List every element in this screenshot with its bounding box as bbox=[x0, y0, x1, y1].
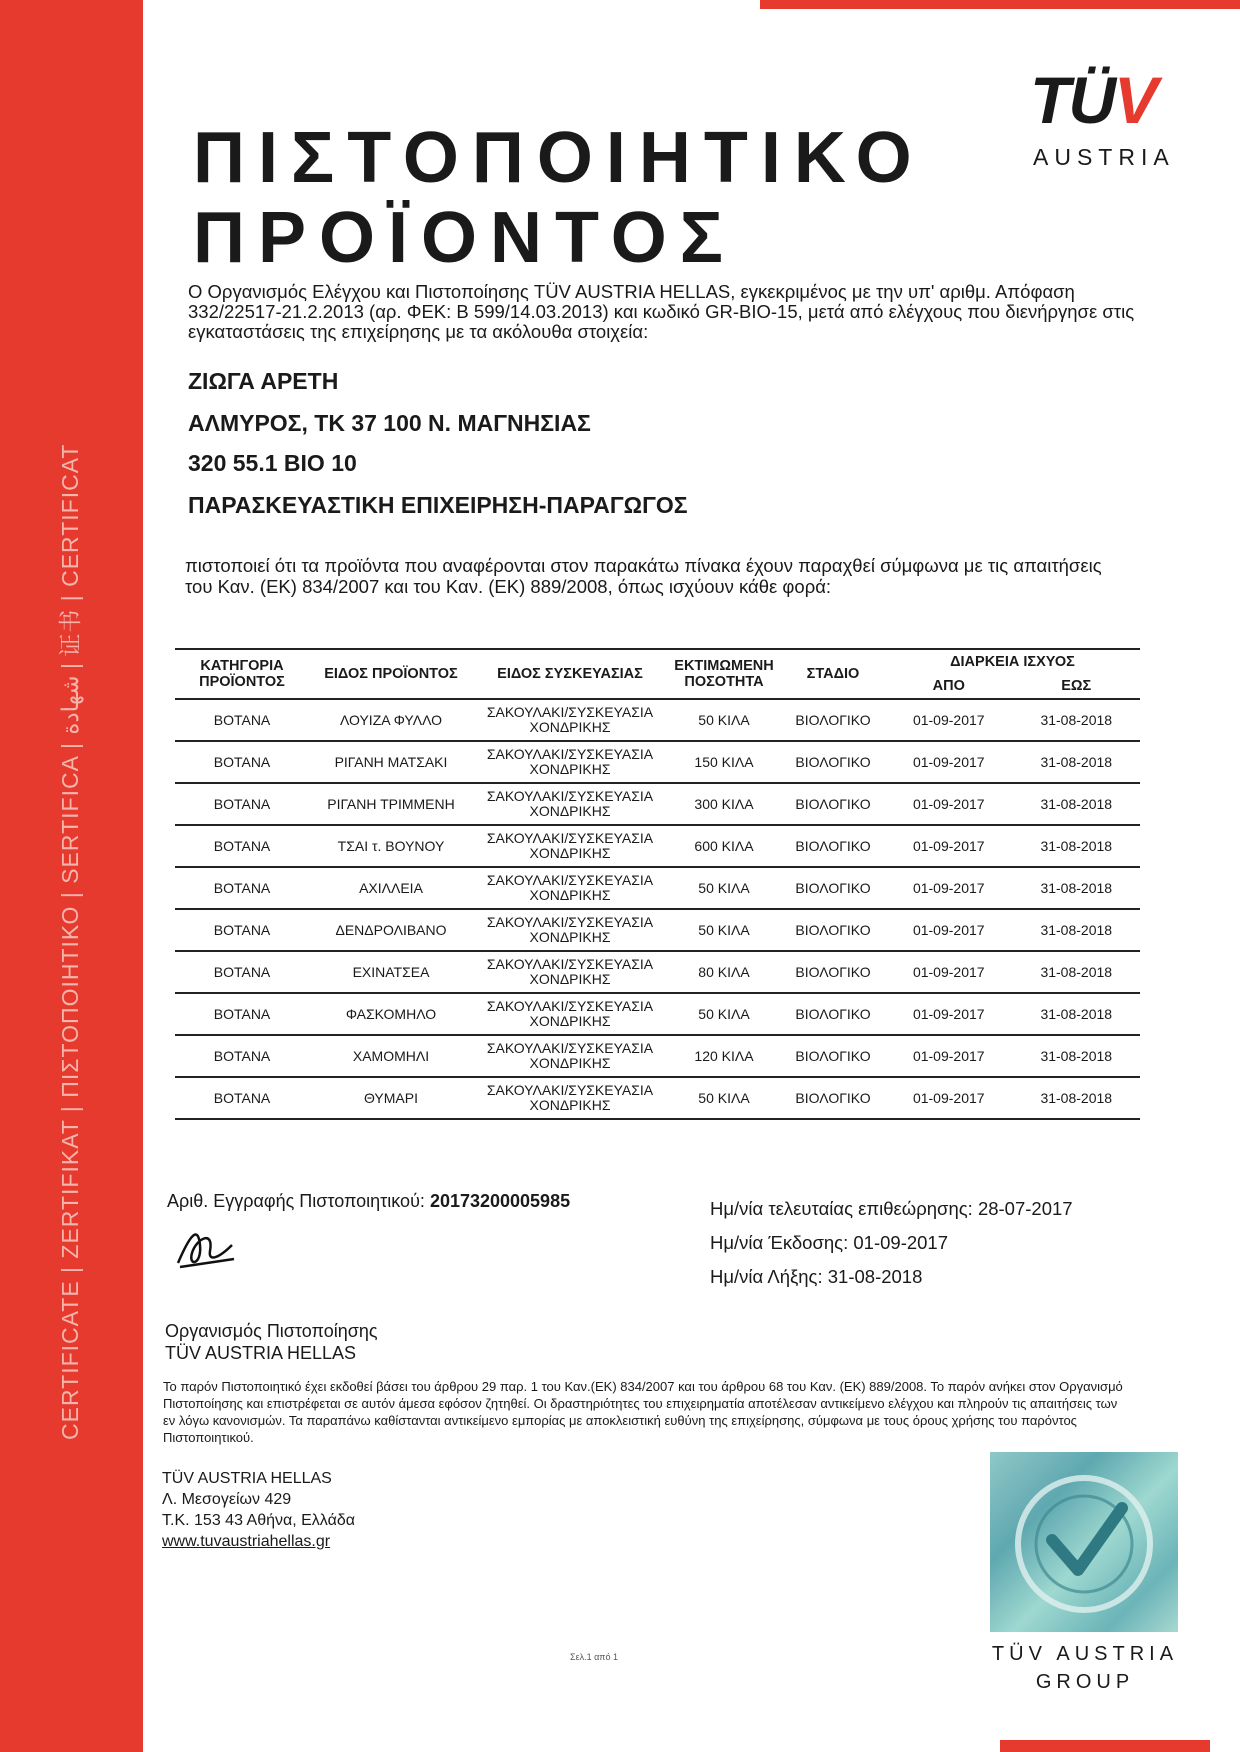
cell-to: 31-08-2018 bbox=[1013, 909, 1141, 951]
cell-stage: ΒΙΟΛΟΓΙΚΟ bbox=[781, 741, 885, 783]
header-product: ΕΙΔΟΣ ΠΡΟΪΟΝΤΟΣ bbox=[309, 649, 473, 699]
cell-stage: ΒΙΟΛΟΓΙΚΟ bbox=[781, 1077, 885, 1119]
cell-to: 31-08-2018 bbox=[1013, 1035, 1141, 1077]
company-name: ΖΙΩΓΑ ΑΡΕΤΗ bbox=[188, 368, 339, 394]
cell-packaging: ΣΑΚΟΥΛΑΚΙ/ΣΥΣΚΕΥΑΣΙΑ ΧΟΝΔΡΙΚΗΣ bbox=[473, 1035, 667, 1077]
cell-from: 01-09-2017 bbox=[885, 993, 1013, 1035]
header-stage: ΣΤΑΔΙΟ bbox=[781, 649, 885, 699]
cell-to: 31-08-2018 bbox=[1013, 867, 1141, 909]
cell-stage: ΒΙΟΛΟΓΙΚΟ bbox=[781, 783, 885, 825]
cell-category: ΒΟΤΑΝΑ bbox=[175, 783, 309, 825]
issue-date: Ημ/νία Έκδοσης: 01-09-2017 bbox=[710, 1232, 949, 1253]
cell-packaging: ΣΑΚΟΥΛΑΚΙ/ΣΥΣΚΕΥΑΣΙΑ ΧΟΝΔΡΙΚΗΣ bbox=[473, 783, 667, 825]
cell-quantity: 50 ΚΙΛΑ bbox=[667, 699, 781, 741]
title-line-1: ΠΙΣΤΟΠΟΙΗΤΙΚΟ bbox=[193, 118, 925, 198]
cell-quantity: 50 ΚΙΛΑ bbox=[667, 993, 781, 1035]
cell-quantity: 300 ΚΙΛΑ bbox=[667, 783, 781, 825]
cell-stage: ΒΙΟΛΟΓΙΚΟ bbox=[781, 909, 885, 951]
cell-packaging: ΣΑΚΟΥΛΑΚΙ/ΣΥΣΚΕΥΑΣΙΑ ΧΟΝΔΡΙΚΗΣ bbox=[473, 951, 667, 993]
header-category: ΚΑΤΗΓΟΡΙΑ ΠΡΟΪΟΝΤΟΣ bbox=[175, 649, 309, 699]
cell-quantity: 50 ΚΙΛΑ bbox=[667, 1077, 781, 1119]
cell-category: ΒΟΤΑΝΑ bbox=[175, 741, 309, 783]
registration-number: 20173200005985 bbox=[429, 1191, 571, 1211]
header-validity: ΔΙΑΡΚΕΙΑ ΙΣΧΥΟΣ bbox=[885, 649, 1140, 674]
signature-icon bbox=[170, 1215, 240, 1275]
cell-packaging: ΣΑΚΟΥΛΑΚΙ/ΣΥΣΚΕΥΑΣΙΑ ΧΟΝΔΡΙΚΗΣ bbox=[473, 909, 667, 951]
certifies-paragraph: πιστοποιεί ότι τα προϊόντα που αναφέρονται στον παρακάτω πίνακα έχουν παραχθεί σύμφωνα με τις απαιτήσεις του Καν. (ΕΚ) 834/2007 και του Καν. (ΕΚ) 889/2008, όπως ισχύουν κάθε φορά: bbox=[185, 555, 1102, 597]
group-line-2: GROUP bbox=[1035, 1671, 1135, 1693]
table-row bbox=[175, 909, 1140, 951]
cell-from: 01-09-2017 bbox=[885, 867, 1013, 909]
page-number: Σελ.1 από 1 bbox=[570, 1652, 619, 1662]
cell-from: 01-09-2017 bbox=[885, 909, 1013, 951]
cell-product: ΘΥΜΑΡΙ bbox=[309, 1077, 473, 1119]
cell-from: 01-09-2017 bbox=[885, 699, 1013, 741]
cell-product: ΛΟΥΙΖΑ ΦΥΛΛΟ bbox=[309, 699, 473, 741]
table-row bbox=[175, 741, 1140, 783]
company-address: ΑΛΜΥΡΟΣ, ΤΚ 37 100 Ν. ΜΑΓΝΗΣΙΑΣ bbox=[188, 410, 591, 436]
cell-stage: ΒΙΟΛΟΓΙΚΟ bbox=[781, 825, 885, 867]
cell-quantity: 600 ΚΙΛΑ bbox=[667, 825, 781, 867]
title-line-2: ΠΡΟΪΟΝΤΟΣ bbox=[193, 198, 736, 278]
cell-category: ΒΟΤΑΝΑ bbox=[175, 951, 309, 993]
cell-quantity: 50 ΚΙΛΑ bbox=[667, 867, 781, 909]
cell-to: 31-08-2018 bbox=[1013, 741, 1141, 783]
expiry-date: Ημ/νία Λήξης: 31-08-2018 bbox=[710, 1266, 923, 1287]
cell-product: ΦΑΣΚΟΜΗΛΟ bbox=[309, 993, 473, 1035]
address-name: TÜV AUSTRIA HELLAS bbox=[162, 1470, 332, 1487]
cell-category: ΒΟΤΑΝΑ bbox=[175, 699, 309, 741]
cell-quantity: 80 ΚΙΛΑ bbox=[667, 951, 781, 993]
cell-category: ΒΟΤΑΝΑ bbox=[175, 1035, 309, 1077]
header-from: ΑΠΟ bbox=[932, 678, 965, 694]
cell-from: 01-09-2017 bbox=[885, 825, 1013, 867]
cell-product: ΕΧΙΝΑΤΣΕΑ bbox=[309, 951, 473, 993]
company-code: 320 55.1 ΒΙΟ 10 bbox=[188, 450, 357, 476]
cell-product: ΡΙΓΑΝΗ ΤΡΙΜΜΕΝΗ bbox=[309, 783, 473, 825]
sidebar-certificate-text: CERTIFICATE | ZERTIFIKAT | ΠΙΣΤΟΠΟΙΗΤΙΚΟ | SERTIFICA | شهادة | 证书 | CERTIFICAT bbox=[57, 443, 83, 1440]
cell-packaging: ΣΑΚΟΥΛΑΚΙ/ΣΥΣΚΕΥΑΣΙΑ ΧΟΝΔΡΙΚΗΣ bbox=[473, 993, 667, 1035]
bottom-red-bar bbox=[1000, 1740, 1210, 1752]
tuv-logo bbox=[1030, 62, 1156, 138]
cell-stage: ΒΙΟΛΟΓΙΚΟ bbox=[781, 867, 885, 909]
cell-product: ΔΕΝΔΡΟΛΙΒΑΝΟ bbox=[309, 909, 473, 951]
cell-from: 01-09-2017 bbox=[885, 1077, 1013, 1119]
cell-packaging: ΣΑΚΟΥΛΑΚΙ/ΣΥΣΚΕΥΑΣΙΑ ΧΟΝΔΡΙΚΗΣ bbox=[473, 699, 667, 741]
registration-line bbox=[167, 1191, 570, 1212]
cell-stage: ΒΙΟΛΟΓΙΚΟ bbox=[781, 951, 885, 993]
table-row bbox=[175, 1035, 1140, 1077]
cell-from: 01-09-2017 bbox=[885, 741, 1013, 783]
cell-product: ΤΣΑΙ τ. ΒΟΥΝΟΥ bbox=[309, 825, 473, 867]
table-row bbox=[175, 1077, 1140, 1119]
certifier-block bbox=[165, 1320, 378, 1364]
footer-group-logo bbox=[990, 1640, 1180, 1696]
header-to: ΕΩΣ bbox=[1061, 678, 1092, 694]
seal-check-icon bbox=[990, 1452, 1178, 1632]
cell-to: 31-08-2018 bbox=[1013, 951, 1141, 993]
company-activity: ΠΑΡΑΣΚΕΥΑΣΤΙΚΗ ΕΠΙΧΕΙΡΗΣΗ-ΠΑΡΑΓΩΓΟΣ bbox=[188, 492, 688, 518]
cell-product: ΡΙΓΑΝΗ ΜΑΤΣΑΚΙ bbox=[309, 741, 473, 783]
cell-category: ΒΟΤΑΝΑ bbox=[175, 867, 309, 909]
cell-stage: ΒΙΟΛΟΓΙΚΟ bbox=[781, 699, 885, 741]
cell-from: 01-09-2017 bbox=[885, 783, 1013, 825]
cell-category: ΒΟΤΑΝΑ bbox=[175, 1077, 309, 1119]
certifier-name: TÜV AUSTRIA HELLAS bbox=[165, 1343, 357, 1363]
table-row bbox=[175, 825, 1140, 867]
table-row bbox=[175, 993, 1140, 1035]
cell-to: 31-08-2018 bbox=[1013, 699, 1141, 741]
table-row bbox=[175, 951, 1140, 993]
header-quantity: ΕΚΤΙΜΩΜΕΝΗ ΠΟΣΟΤΗΤΑ bbox=[667, 649, 781, 699]
header-packaging: ΕΙΔΟΣ ΣΥΣΚΕΥΑΣΙΑΣ bbox=[473, 649, 667, 699]
certifier-label: Οργανισμός Πιστοποίησης bbox=[165, 1321, 378, 1341]
registration-label: Αριθ. Εγγραφής Πιστοποιητικού: bbox=[167, 1191, 425, 1211]
document-title bbox=[193, 118, 925, 278]
cell-from: 01-09-2017 bbox=[885, 951, 1013, 993]
cell-from: 01-09-2017 bbox=[885, 1035, 1013, 1077]
table-row bbox=[175, 699, 1140, 741]
cell-packaging: ΣΑΚΟΥΛΑΚΙ/ΣΥΣΚΕΥΑΣΙΑ ΧΟΝΔΡΙΚΗΣ bbox=[473, 741, 667, 783]
cell-packaging: ΣΑΚΟΥΛΑΚΙ/ΣΥΣΚΕΥΑΣΙΑ ΧΟΝΔΡΙΚΗΣ bbox=[473, 1077, 667, 1119]
cell-product: ΑΧΙΛΛΕΙΑ bbox=[309, 867, 473, 909]
cell-packaging: ΣΑΚΟΥΛΑΚΙ/ΣΥΣΚΕΥΑΣΙΑ ΧΟΝΔΡΙΚΗΣ bbox=[473, 825, 667, 867]
cell-to: 31-08-2018 bbox=[1013, 993, 1141, 1035]
products-table bbox=[175, 648, 1140, 1120]
cell-to: 31-08-2018 bbox=[1013, 1077, 1141, 1119]
cell-product: ΧΑΜΟΜΗΛΙ bbox=[309, 1035, 473, 1077]
cell-category: ΒΟΤΑΝΑ bbox=[175, 993, 309, 1035]
legal-text: Το παρόν Πιστοποιητικό έχει εκδοθεί βάσει του άρθρου 29 παρ. 1 του Καν.(ΕΚ) 834/2007 και του άρθρου 68 του Καν. (ΕΚ) 889/2008. Το παρόν ανήκει στον Οργανισμό Πιστοποίησης και επιστρέφεται σε αυτόν άμεσα εφόσον ζητηθεί. Οι δραστηριότητες του επιχειρηματία αποτέλεσαν αντικείμενο ελέγχου και πληρούν τις απαιτήσεις των εν λόγω κανονισμών. Τα παραπάνω καθίστανται αντικείμενο εμπορίας με αποκλειστική ευθύνη της επιχείρησης, σύμφωνα με τους όρους χρήσης του παρόντος Πιστοποιητικού. bbox=[163, 1379, 1123, 1445]
cell-quantity: 120 ΚΙΛΑ bbox=[667, 1035, 781, 1077]
address-street: Λ. Μεσογείων 429 bbox=[162, 1491, 292, 1508]
address-city: Τ.Κ. 153 43 Αθήνα, Ελλάδα bbox=[162, 1512, 355, 1529]
cell-quantity: 150 ΚΙΛΑ bbox=[667, 741, 781, 783]
cell-packaging: ΣΑΚΟΥΛΑΚΙ/ΣΥΣΚΕΥΑΣΙΑ ΧΟΝΔΡΙΚΗΣ bbox=[473, 867, 667, 909]
cell-category: ΒΟΤΑΝΑ bbox=[175, 909, 309, 951]
cell-stage: ΒΙΟΛΟΓΙΚΟ bbox=[781, 1035, 885, 1077]
cell-to: 31-08-2018 bbox=[1013, 783, 1141, 825]
table-row bbox=[175, 867, 1140, 909]
table-row bbox=[175, 783, 1140, 825]
last-inspection-date: Ημ/νία τελευταίας επιθεώρησης: 28-07-2017 bbox=[710, 1198, 1073, 1219]
logo-check-letter: V bbox=[1113, 63, 1157, 137]
hologram-seal-icon bbox=[990, 1452, 1178, 1632]
logo-main-text: TÜ bbox=[1030, 63, 1114, 137]
website-link[interactable]: www.tuvaustriahellas.gr bbox=[162, 1533, 331, 1550]
top-red-bar bbox=[760, 0, 1240, 9]
cell-quantity: 50 ΚΙΛΑ bbox=[667, 909, 781, 951]
group-line-1: TÜV AUSTRIA bbox=[991, 1643, 1179, 1665]
cell-stage: ΒΙΟΛΟΓΙΚΟ bbox=[781, 993, 885, 1035]
intro-paragraph: Ο Οργανισμός Ελέγχου και Πιστοποίησης TÜV AUSTRIA HELLAS, εγκεκριμένος με την υπ' αριθμ. Απόφαση 332/22517-21.2.2013 (αρ. ΦΕΚ: Β 599/14.03.2013) και κωδικό GR-BIO-15, μετά από ελέγχους που διενήργησε στις εγκαταστάσεις της επιχείρησης με τα ακόλουθα στοιχεία: bbox=[188, 281, 1135, 342]
address-block bbox=[162, 1468, 355, 1552]
cell-category: ΒΟΤΑΝΑ bbox=[175, 825, 309, 867]
logo-subtitle: AUSTRIA bbox=[1033, 144, 1175, 170]
cell-to: 31-08-2018 bbox=[1013, 825, 1141, 867]
